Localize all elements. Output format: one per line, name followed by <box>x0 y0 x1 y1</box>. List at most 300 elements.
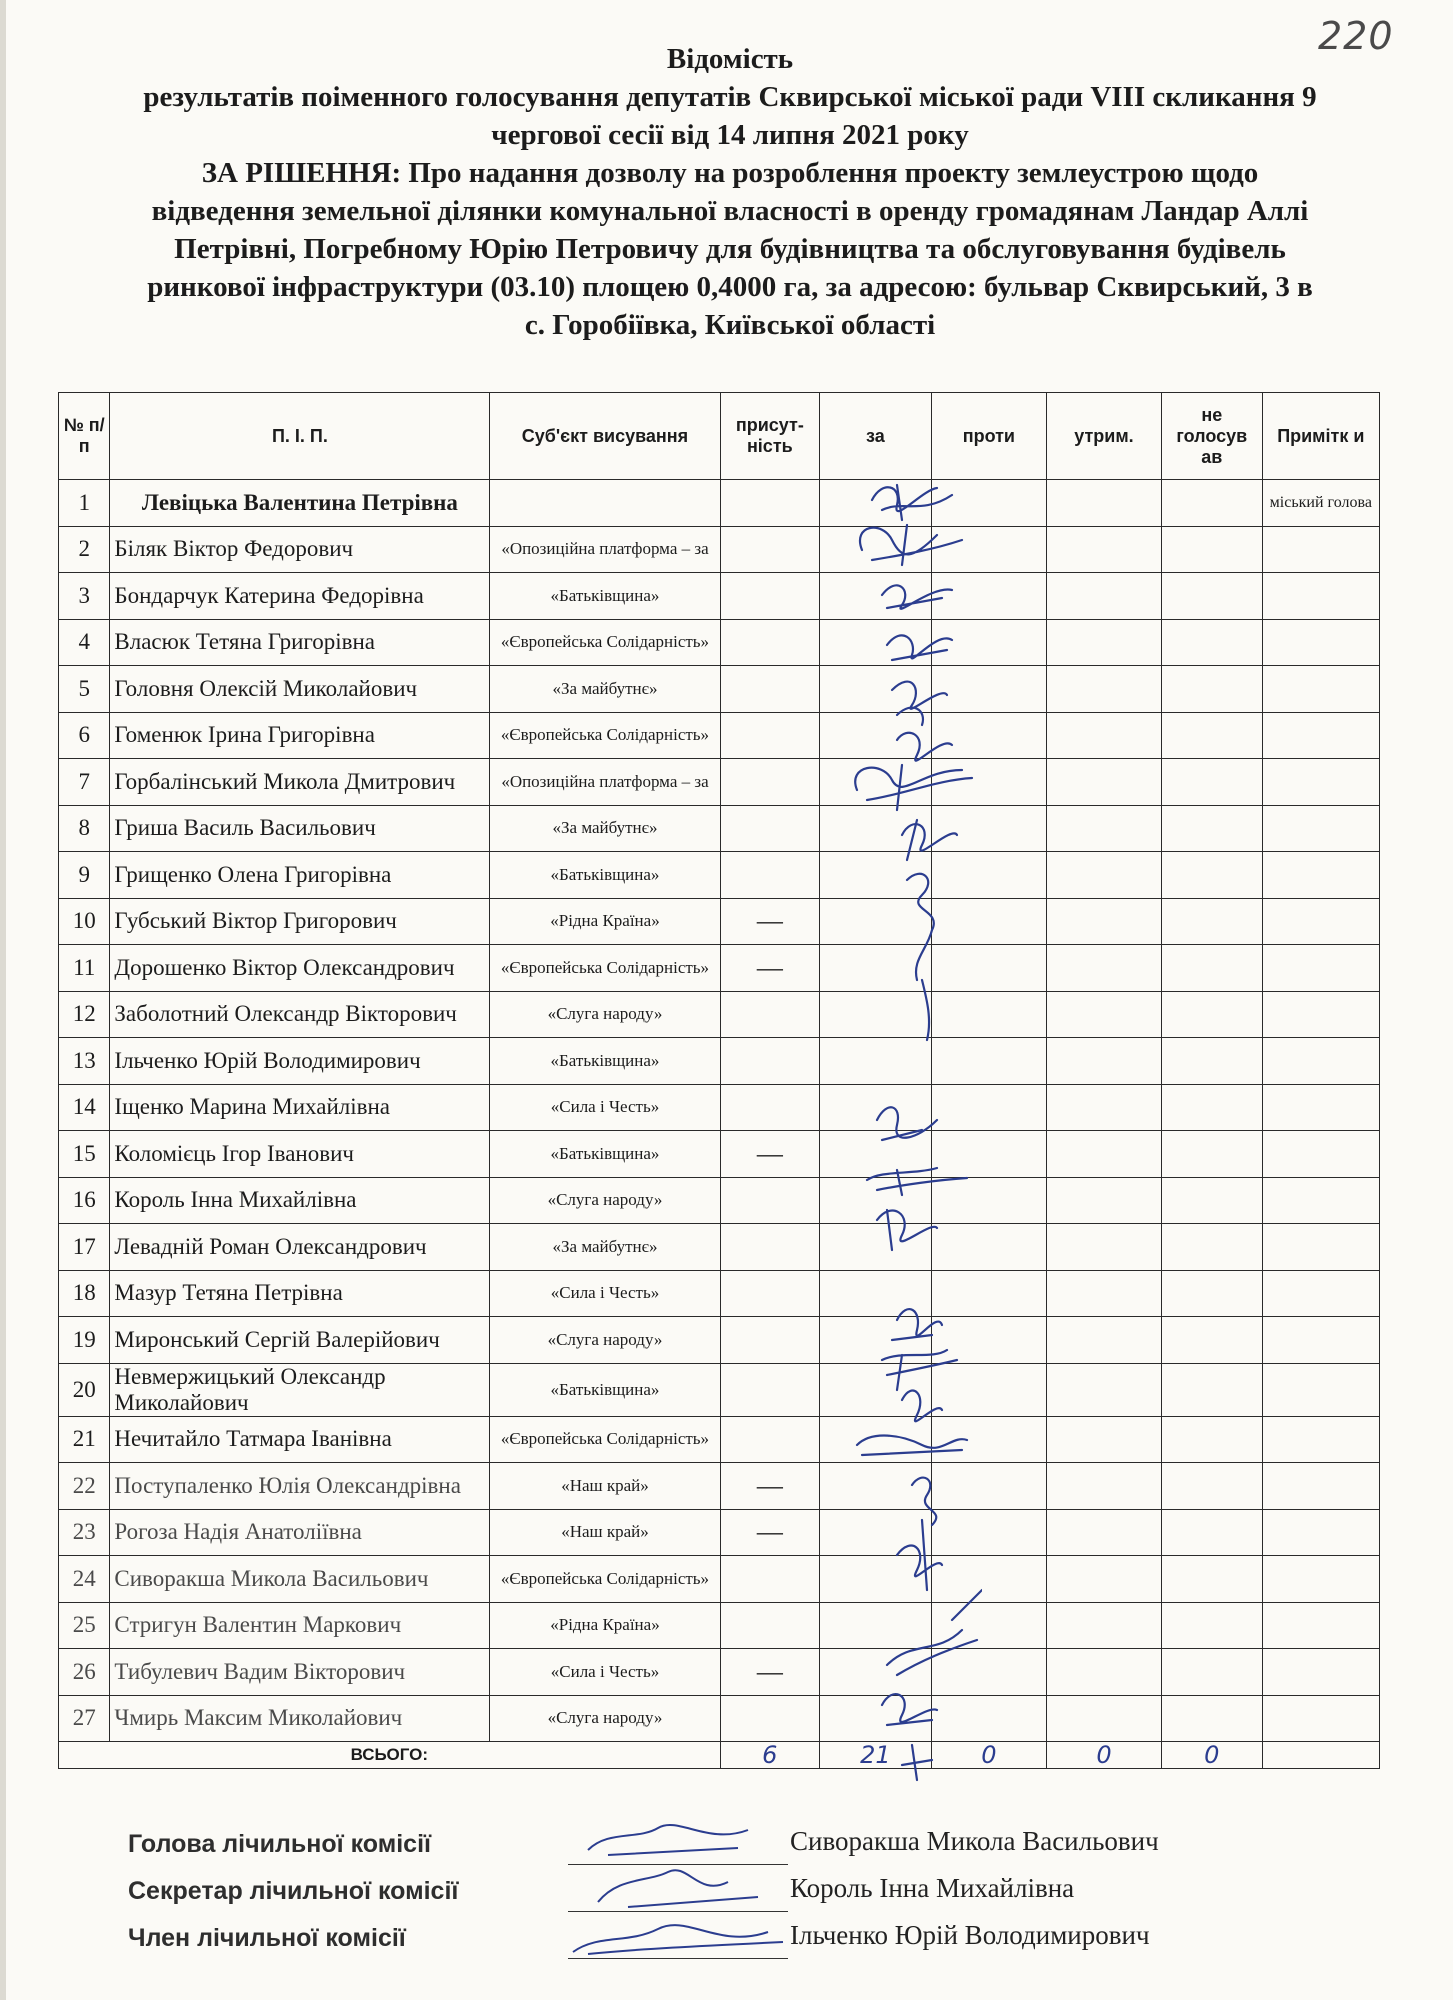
table-row <box>59 1509 1380 1556</box>
vote-not-voted <box>1162 1602 1263 1649</box>
row-note <box>1262 1556 1379 1603</box>
vote-not-voted <box>1162 1363 1263 1416</box>
present-mark <box>720 526 819 573</box>
present-mark: — <box>720 1509 819 1556</box>
row-note <box>1262 1463 1379 1510</box>
deputy-name: Ільченко Юрій Володимирович <box>110 1038 490 1085</box>
table-row <box>59 759 1380 806</box>
vote-against <box>931 1602 1046 1649</box>
row-number: 3 <box>59 573 110 620</box>
present-mark <box>720 1363 819 1416</box>
table-row <box>59 1695 1380 1742</box>
table-row <box>59 1649 1380 1696</box>
document-title: Відомість <box>666 43 794 75</box>
vote-for <box>820 759 932 806</box>
party-name: «Опозиційна платформа – за <box>490 759 720 806</box>
row-number: 6 <box>59 712 110 759</box>
row-note <box>1262 1131 1379 1178</box>
vote-abstain <box>1046 945 1161 992</box>
table-row <box>59 1084 1380 1131</box>
vote-for <box>820 1177 932 1224</box>
vote-against <box>931 1556 1046 1603</box>
vote-not-voted <box>1162 1084 1263 1131</box>
vote-against <box>931 759 1046 806</box>
vote-not-voted <box>1162 526 1263 573</box>
row-number: 8 <box>59 805 110 852</box>
present-mark <box>720 759 819 806</box>
table-row <box>59 945 1380 992</box>
present-mark <box>720 619 819 666</box>
party-name: «Слуга народу» <box>490 1177 720 1224</box>
row-number: 4 <box>59 619 110 666</box>
vote-against <box>931 1177 1046 1224</box>
decision-line-4: ринкової інфраструктури (03.10) площею 0,4000 га, за адресою: бульвар Сквирський, 3 в <box>147 271 1313 303</box>
vote-for <box>820 712 932 759</box>
row-number: 21 <box>59 1416 110 1463</box>
vote-against <box>931 852 1046 899</box>
vote-for <box>820 1363 932 1416</box>
vote-abstain <box>1046 1463 1161 1510</box>
vote-for <box>820 1131 932 1178</box>
vote-not-voted <box>1162 666 1263 713</box>
vote-against <box>931 619 1046 666</box>
row-number: 15 <box>59 1131 110 1178</box>
signature-mark <box>568 1914 798 1964</box>
deputy-name: Дорошенко Віктор Олександрович <box>110 945 490 992</box>
deputy-name: Бондарчук Катерина Федорівна <box>110 573 490 620</box>
vote-abstain <box>1046 666 1161 713</box>
vote-not-voted <box>1162 712 1263 759</box>
row-number: 2 <box>59 526 110 573</box>
vote-against <box>931 1084 1046 1131</box>
total-note <box>1262 1742 1379 1769</box>
row-note <box>1262 1602 1379 1649</box>
deputy-name: Грищенко Олена Григорівна <box>110 852 490 899</box>
row-number: 24 <box>59 1556 110 1603</box>
present-mark: — <box>720 1649 819 1696</box>
vote-for <box>820 1695 932 1742</box>
party-name: «Сила і Честь» <box>490 1649 720 1696</box>
vote-not-voted <box>1162 1416 1263 1463</box>
table-row <box>59 573 1380 620</box>
vote-for <box>820 1317 932 1364</box>
deputy-name: Невмержицький Олександр Миколайович <box>110 1363 490 1416</box>
present-mark <box>720 1602 819 1649</box>
vote-for <box>820 991 932 1038</box>
vote-against <box>931 991 1046 1038</box>
vote-for <box>820 1649 932 1696</box>
column-header-name: П. І. П. <box>110 393 490 480</box>
vote-abstain <box>1046 1695 1161 1742</box>
table-row <box>59 1363 1380 1416</box>
vote-abstain <box>1046 1416 1161 1463</box>
total-row <box>59 1742 1380 1769</box>
vote-abstain <box>1046 1084 1161 1131</box>
commission-role: Секретар лічильної комісії <box>128 1877 459 1905</box>
counting-commission <box>128 1826 1378 1971</box>
table-row <box>59 1602 1380 1649</box>
vote-not-voted <box>1162 1317 1263 1364</box>
total-not-voted: 0 <box>1162 1742 1263 1769</box>
vote-for <box>820 1602 932 1649</box>
vote-abstain <box>1046 526 1161 573</box>
total-for: 21 <box>820 1742 932 1769</box>
vote-not-voted <box>1162 619 1263 666</box>
table-row <box>59 480 1380 527</box>
party-name: «Опозиційна платформа – за <box>490 526 720 573</box>
deputy-name: Тибулевич Вадим Вікторович <box>110 1649 490 1696</box>
party-name: «Сила і Честь» <box>490 1084 720 1131</box>
column-header-note: Примітк и <box>1262 393 1379 480</box>
vote-not-voted <box>1162 805 1263 852</box>
commission-row-member <box>128 1920 1378 1971</box>
party-name: «Європейська Солідарність» <box>490 712 720 759</box>
vote-against <box>931 945 1046 992</box>
vote-not-voted <box>1162 1177 1263 1224</box>
row-note <box>1262 1695 1379 1742</box>
vote-not-voted <box>1162 898 1263 945</box>
present-mark: — <box>720 1131 819 1178</box>
total-present: 6 <box>720 1742 819 1769</box>
row-number: 13 <box>59 1038 110 1085</box>
deputy-name: Рогоза Надія Анатоліївна <box>110 1509 490 1556</box>
column-header-for: за <box>820 393 932 480</box>
vote-for <box>820 480 932 527</box>
party-name: «За майбутнє» <box>490 805 720 852</box>
vote-against <box>931 573 1046 620</box>
present-mark <box>720 712 819 759</box>
signature-line <box>568 1958 788 1959</box>
decision-line-5: с. Горобіївка, Київської області <box>524 309 936 341</box>
row-number: 16 <box>59 1177 110 1224</box>
table-row <box>59 1131 1380 1178</box>
total-against: 0 <box>931 1742 1046 1769</box>
deputy-name: Мазур Тетяна Петрівна <box>110 1270 490 1317</box>
vote-not-voted <box>1162 991 1263 1038</box>
signature-line <box>568 1911 788 1912</box>
present-mark <box>720 480 819 527</box>
commission-member-name: Король Інна Михайлівна <box>790 1873 1075 1903</box>
row-number: 19 <box>59 1317 110 1364</box>
vote-against <box>931 666 1046 713</box>
deputy-name: Стригун Валентин Маркович <box>110 1602 490 1649</box>
vote-not-voted <box>1162 573 1263 620</box>
row-number: 10 <box>59 898 110 945</box>
voting-table <box>58 392 1380 1769</box>
vote-against <box>931 1363 1046 1416</box>
row-number: 18 <box>59 1270 110 1317</box>
deputy-name: Левіцька Валентина Петрівна <box>110 480 490 527</box>
total-label: ВСЬОГО: <box>59 1742 721 1769</box>
vote-abstain <box>1046 1509 1161 1556</box>
vote-not-voted <box>1162 1463 1263 1510</box>
table-row <box>59 1416 1380 1463</box>
decision-line-1: ЗА РІШЕННЯ: Про надання дозволу на розроблення проекту землеустрою щодо <box>201 157 1259 189</box>
deputy-name: Король Інна Михайлівна <box>110 1177 490 1224</box>
vote-against <box>931 1649 1046 1696</box>
row-note <box>1262 1363 1379 1416</box>
column-header-present: присут-ність <box>720 393 819 480</box>
vote-for <box>820 1038 932 1085</box>
vote-against <box>931 1131 1046 1178</box>
deputy-name: Поступаленко Юлія Олександрівна <box>110 1463 490 1510</box>
vote-not-voted <box>1162 945 1263 992</box>
decision-line-3: Петрівні, Погребному Юрію Петровичу для будівництва та обслуговування будівель <box>174 233 1286 265</box>
present-mark: — <box>720 898 819 945</box>
present-mark <box>720 1416 819 1463</box>
vote-abstain <box>1046 573 1161 620</box>
commission-role: Член лічильної комісії <box>128 1924 406 1952</box>
party-name: «Слуга народу» <box>490 991 720 1038</box>
vote-against <box>931 1695 1046 1742</box>
column-header-abstain: утрим. <box>1046 393 1161 480</box>
table-row <box>59 1224 1380 1271</box>
document-header <box>40 40 1420 344</box>
present-mark <box>720 1317 819 1364</box>
present-mark <box>720 1038 819 1085</box>
table-row <box>59 991 1380 1038</box>
vote-abstain <box>1046 1270 1161 1317</box>
column-header-against: проти <box>931 393 1046 480</box>
party-name: «Рідна Країна» <box>490 898 720 945</box>
vote-not-voted <box>1162 1131 1263 1178</box>
vote-for <box>820 1556 932 1603</box>
vote-abstain <box>1046 1131 1161 1178</box>
vote-against <box>931 1463 1046 1510</box>
row-note <box>1262 1416 1379 1463</box>
table-row <box>59 712 1380 759</box>
table-row <box>59 1038 1380 1085</box>
signature-mark <box>568 1867 798 1917</box>
vote-abstain <box>1046 619 1161 666</box>
row-number: 7 <box>59 759 110 806</box>
column-header-number: № п/п <box>59 393 110 480</box>
row-number: 25 <box>59 1602 110 1649</box>
deputy-name: Гриша Василь Васильович <box>110 805 490 852</box>
row-note <box>1262 666 1379 713</box>
row-number: 12 <box>59 991 110 1038</box>
commission-role: Голова лічильної комісії <box>128 1830 432 1858</box>
row-note <box>1262 1317 1379 1364</box>
vote-against <box>931 1038 1046 1085</box>
vote-abstain <box>1046 1317 1161 1364</box>
row-note <box>1262 852 1379 899</box>
vote-abstain <box>1046 1038 1161 1085</box>
vote-for <box>820 898 932 945</box>
vote-for <box>820 1084 932 1131</box>
party-name: «Рідна Країна» <box>490 1602 720 1649</box>
signature-line <box>568 1864 788 1865</box>
row-number: 22 <box>59 1463 110 1510</box>
present-mark <box>720 852 819 899</box>
row-note <box>1262 712 1379 759</box>
row-number: 9 <box>59 852 110 899</box>
table-row <box>59 526 1380 573</box>
page-number: 220 <box>1318 14 1394 58</box>
deputy-name: Біляк Віктор Федорович <box>110 526 490 573</box>
table-row <box>59 898 1380 945</box>
vote-abstain <box>1046 759 1161 806</box>
vote-not-voted <box>1162 480 1263 527</box>
vote-abstain <box>1046 991 1161 1038</box>
row-note <box>1262 759 1379 806</box>
row-number: 17 <box>59 1224 110 1271</box>
party-name: «Слуга народу» <box>490 1317 720 1364</box>
present-mark <box>720 1177 819 1224</box>
party-name: «Наш край» <box>490 1509 720 1556</box>
present-mark <box>720 1224 819 1271</box>
row-number: 20 <box>59 1363 110 1416</box>
deputy-name: Заболотний Олександр Вікторович <box>110 991 490 1038</box>
row-number: 14 <box>59 1084 110 1131</box>
vote-not-voted <box>1162 1270 1263 1317</box>
scan-edge <box>0 0 6 2000</box>
row-note <box>1262 1177 1379 1224</box>
row-note <box>1262 573 1379 620</box>
row-number: 27 <box>59 1695 110 1742</box>
row-number: 5 <box>59 666 110 713</box>
party-name: «Європейська Солідарність» <box>490 945 720 992</box>
vote-for <box>820 573 932 620</box>
column-header-not-voted: не голосув ав <box>1162 393 1263 480</box>
row-note <box>1262 1649 1379 1696</box>
vote-for <box>820 1463 932 1510</box>
vote-abstain <box>1046 852 1161 899</box>
party-name: «Батьківщина» <box>490 1038 720 1085</box>
vote-abstain <box>1046 1556 1161 1603</box>
document-subtitle-line-2: чергової сесії від 14 липня 2021 року <box>491 119 969 151</box>
vote-abstain <box>1046 712 1161 759</box>
vote-against <box>931 526 1046 573</box>
row-number: 23 <box>59 1509 110 1556</box>
row-number: 26 <box>59 1649 110 1696</box>
vote-for <box>820 526 932 573</box>
vote-not-voted <box>1162 1695 1263 1742</box>
signature-mark <box>568 1820 798 1870</box>
vote-for <box>820 852 932 899</box>
vote-for <box>820 1416 932 1463</box>
present-mark <box>720 805 819 852</box>
vote-for <box>820 1509 932 1556</box>
party-name: «Сила і Честь» <box>490 1270 720 1317</box>
table-row <box>59 1177 1380 1224</box>
party-name: «За майбутнє» <box>490 666 720 713</box>
vote-abstain <box>1046 480 1161 527</box>
vote-not-voted <box>1162 852 1263 899</box>
vote-against <box>931 712 1046 759</box>
party-name: «Батьківщина» <box>490 573 720 620</box>
deputy-name: Чмирь Максим Миколайович <box>110 1695 490 1742</box>
column-header-party: Суб'єкт висування <box>490 393 720 480</box>
deputy-name: Горбалінський Микола Дмитрович <box>110 759 490 806</box>
vote-against <box>931 480 1046 527</box>
party-name: «Батьківщина» <box>490 1131 720 1178</box>
total-abstain: 0 <box>1046 1742 1161 1769</box>
vote-abstain <box>1046 898 1161 945</box>
deputy-name: Нечитайло Татмара Іванівна <box>110 1416 490 1463</box>
table-row <box>59 666 1380 713</box>
vote-for <box>820 805 932 852</box>
table-row <box>59 852 1380 899</box>
vote-abstain <box>1046 1224 1161 1271</box>
table-row <box>59 1317 1380 1364</box>
vote-abstain <box>1046 805 1161 852</box>
deputy-name: Іщенко Марина Михайлівна <box>110 1084 490 1131</box>
row-note <box>1262 1084 1379 1131</box>
deputy-name: Головня Олексій Миколайович <box>110 666 490 713</box>
vote-for <box>820 666 932 713</box>
vote-not-voted <box>1162 1556 1263 1603</box>
row-note <box>1262 1509 1379 1556</box>
present-mark <box>720 1556 819 1603</box>
present-mark <box>720 573 819 620</box>
row-note <box>1262 1270 1379 1317</box>
party-name: «Слуга народу» <box>490 1695 720 1742</box>
present-mark: — <box>720 945 819 992</box>
document-subtitle-line-1: результатів поіменного голосування депутатів Сквирської міської ради VIII скликання 9 <box>143 81 1317 113</box>
deputy-name: Левадній Роман Олександрович <box>110 1224 490 1271</box>
vote-for <box>820 945 932 992</box>
present-mark <box>720 1084 819 1131</box>
row-note <box>1262 991 1379 1038</box>
party-name: «Наш край» <box>490 1463 720 1510</box>
row-note <box>1262 898 1379 945</box>
present-mark <box>720 666 819 713</box>
decision-line-2: відведення земельної ділянки комунальної власності в оренду громадянам Ландар Аллі <box>151 195 1309 227</box>
deputy-name: Гоменюк Ірина Григорівна <box>110 712 490 759</box>
vote-for <box>820 1270 932 1317</box>
row-number: 11 <box>59 945 110 992</box>
row-note <box>1262 619 1379 666</box>
table-row <box>59 1463 1380 1510</box>
vote-abstain <box>1046 1177 1161 1224</box>
party-name <box>490 480 720 527</box>
row-note <box>1262 805 1379 852</box>
present-mark <box>720 1270 819 1317</box>
party-name: «За майбутнє» <box>490 1224 720 1271</box>
present-mark <box>720 1695 819 1742</box>
vote-against <box>931 898 1046 945</box>
table-header-row <box>59 393 1380 480</box>
vote-against <box>931 805 1046 852</box>
vote-abstain <box>1046 1363 1161 1416</box>
row-note: міський голова <box>1262 480 1379 527</box>
deputy-name: Власюк Тетяна Григорівна <box>110 619 490 666</box>
vote-against <box>931 1317 1046 1364</box>
party-name: «Європейська Солідарність» <box>490 619 720 666</box>
vote-against <box>931 1224 1046 1271</box>
vote-not-voted <box>1162 1509 1263 1556</box>
deputy-name: Губський Віктор Григорович <box>110 898 490 945</box>
table-row <box>59 1270 1380 1317</box>
row-note <box>1262 526 1379 573</box>
vote-not-voted <box>1162 1649 1263 1696</box>
vote-against <box>931 1270 1046 1317</box>
row-note <box>1262 945 1379 992</box>
table-row <box>59 619 1380 666</box>
commission-member-name: Ільченко Юрій Володимирович <box>790 1920 1150 1950</box>
party-name: «Європейська Солідарність» <box>490 1416 720 1463</box>
row-note <box>1262 1224 1379 1271</box>
vote-not-voted <box>1162 1224 1263 1271</box>
table-row <box>59 1556 1380 1603</box>
vote-abstain <box>1046 1649 1161 1696</box>
vote-for <box>820 619 932 666</box>
party-name: «Батьківщина» <box>490 1363 720 1416</box>
present-mark <box>720 991 819 1038</box>
party-name: «Батьківщина» <box>490 852 720 899</box>
deputy-name: Коломієць Ігор Іванович <box>110 1131 490 1178</box>
